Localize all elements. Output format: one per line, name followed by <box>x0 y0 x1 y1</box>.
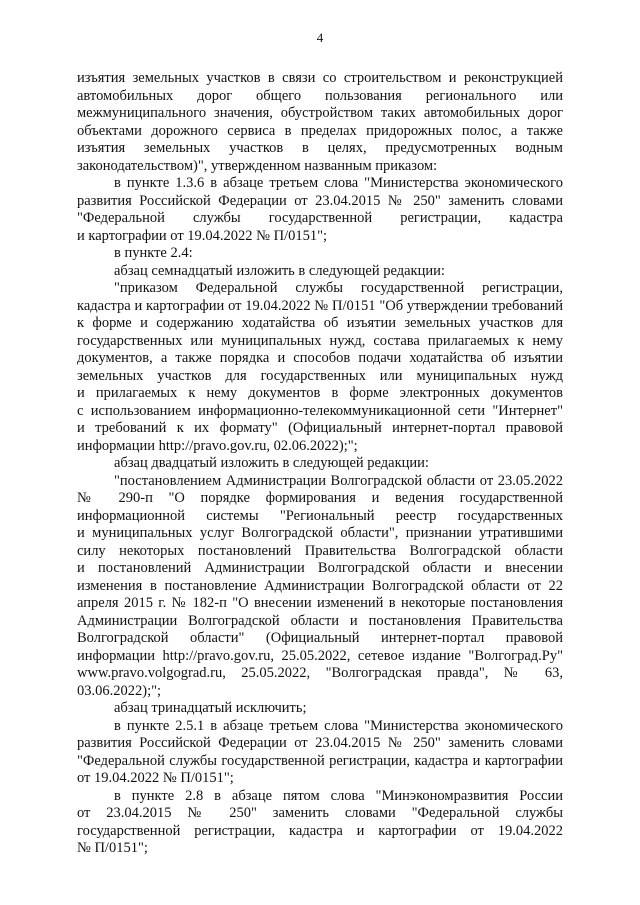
text-line: изъятия земельных участков в целях, предусмотренных водным <box>77 140 563 156</box>
text-line: развития Российской Федерации от 23.04.2015 № 250" заменить словами <box>77 192 563 209</box>
text-line: абзац семнадцатый изложить в следующей редакции: <box>114 262 445 279</box>
text-line: в пункте 2.4: <box>114 245 193 261</box>
text-line: в пункте 1.3.6 в абзаце третьем слова "Министерства экономического <box>114 175 563 191</box>
text-line: государственной регистрации, кадастра и картографии от 19.04.2022 <box>77 822 563 839</box>
text-line: "Федеральной службы государственной регистрации, кадастра и картографии <box>77 752 563 769</box>
page-number: 4 <box>316 30 324 45</box>
text-line: изменения в постановление Администрации Волгоградской области от 22 <box>77 577 563 594</box>
text-line: апреля 2015 г. № 182-п "О внесении изменений в некоторые постановления <box>77 595 563 611</box>
text-line: документов, а также порядка и способов подачи ходатайства об изъятии <box>77 350 563 366</box>
text-line: и муниципальных услуг Волгоградской области", признании утратившими <box>77 525 563 541</box>
text-line: "постановлением Администрации Волгоградской области от 23.05.2022 <box>114 472 563 489</box>
document-body <box>77 70 563 858</box>
text-line: № 290-п "О порядке формирования и ведения государственной <box>77 490 563 506</box>
text-line: № П/0151"; <box>77 840 148 856</box>
text-line: межмуниципального значения, обустройством таких автомобильных дорог <box>77 105 563 121</box>
text-line: с использованием информационно-телекоммуникационной сети "Интернет" <box>77 402 563 419</box>
text-line: "Федеральной службы государственной регистрации, кадастра <box>77 210 563 226</box>
text-line: законодательством)", утвержденном названным приказом: <box>77 157 438 174</box>
text-line: "приказом Федеральной службы государственной регистрации, <box>114 280 563 296</box>
text-line: кадастра и картографии от 19.04.2022 № П/0151 "Об утверждении требований <box>77 297 563 314</box>
text-line: в пункте 2.5.1 в абзаце третьем слова "Министерства экономического <box>114 717 563 734</box>
text-line: объектами дорожного сервиса в пределах придорожных полос, а также <box>77 122 563 139</box>
text-line: в пункте 2.8 в абзаце пятом слова "Минэкономразвития России <box>114 787 563 804</box>
text-line: и постановлений Администрации Волгоградской области и внесении <box>77 560 563 576</box>
text-line: и картографии от 19.04.2022 № П/0151"; <box>77 227 328 244</box>
text-line: Волгоградской области" (Официальный интернет-портал правовой <box>77 630 563 646</box>
text-line: информационной системы "Региональный реестр государственных <box>77 507 563 524</box>
text-line: Администрации Волгоградской области и постановления Правительства <box>77 612 563 629</box>
text-line: и прилагаемых к нему документов в форме электронных документов <box>77 385 563 401</box>
text-line: www.pravo.volgograd.ru, 25.05.2022, "Волгоградская правда", № 63, <box>77 665 563 681</box>
text-line: от 23.04.2015 № 250" заменить словами "Федеральной службы <box>77 805 563 821</box>
text-line: земельных участков для государственных или муниципальных нужд <box>77 367 563 384</box>
text-line: развития Российской Федерации от 23.04.2015 № 250" заменить словами <box>77 735 563 751</box>
text-line: информации http://pravo.gov.ru, 25.05.2022, сетевое издание "Волгоград.Ру" <box>77 647 563 664</box>
text-line: изъятия земельных участков в связи со строительством и реконструкцией <box>77 70 563 86</box>
text-line: к форме и содержанию ходатайства об изъятии земельных участков для <box>77 315 563 331</box>
text-line: 03.06.2022);"; <box>77 682 162 699</box>
text-line: силу некоторых постановлений Правительства Волгоградской области <box>77 542 563 559</box>
text-line: абзац двадцатый изложить в следующей редакции: <box>114 455 429 471</box>
text-line: и требований к их формату" (Официальный интернет-портал правовой <box>77 420 563 436</box>
text-line: от 19.04.2022 № П/0151"; <box>77 770 234 786</box>
text-line: автомобильных дорог общего пользования регионального или <box>77 87 563 104</box>
text-line: государственных или муниципальных нужд, состава прилагаемых к нему <box>77 332 563 349</box>
text-line: абзац тринадцатый исключить; <box>114 700 307 716</box>
text-line: информации http://pravo.gov.ru, 02.06.2022);"; <box>77 437 358 454</box>
